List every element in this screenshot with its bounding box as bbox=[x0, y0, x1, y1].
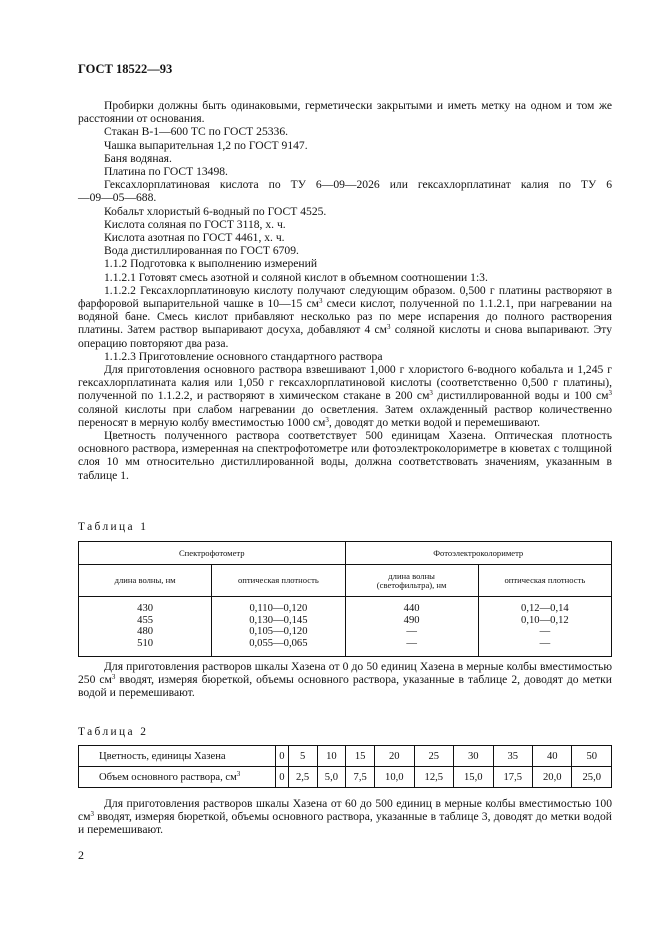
item-hexachloroplatinic-acid: Гексахлорплатиновая кислота по ТУ 6—09—2026 или гексахлорплатинат калия по ТУ 6—09—05—688. bbox=[78, 178, 612, 205]
table-2-cell: 15,0 bbox=[454, 767, 493, 788]
table-2-cell: 5 bbox=[288, 746, 317, 767]
table-1-caption: Таблица 1 bbox=[78, 521, 149, 533]
paragraph-test-tubes: Пробирки должны быть одинаковыми, герметически закрытыми и иметь метку на одном и том же расстоянии от основания. bbox=[78, 99, 612, 126]
table-1-col-optical-density: оптическая плотность bbox=[212, 565, 345, 597]
item-nitric-acid: Кислота азотная по ГОСТ 4461, х. ч. bbox=[104, 231, 285, 245]
document-header: ГОСТ 18522—93 bbox=[78, 62, 173, 76]
main-text bbox=[78, 99, 612, 482]
table-1-cell: 440 490 — — bbox=[345, 597, 478, 657]
superscript: 3 bbox=[111, 673, 116, 682]
text-run: , доводят до метки водой и перемешивают. bbox=[328, 415, 541, 429]
item-beaker: Стакан В-1—600 ТС по ГОСТ 25336. bbox=[104, 125, 289, 139]
table-2-cell: 0 bbox=[276, 767, 289, 788]
table-2-cell: 15 bbox=[346, 746, 375, 767]
table-2-row-label: Цветность, единицы Хазена bbox=[79, 746, 276, 767]
text-run: Для приготовления растворов шкалы Хазена от 0 до 50 единиц Хазена в мерные колбы вместимостью 250 см bbox=[78, 660, 612, 687]
paragraph-color: Цветность полученного раствора соответствует 500 единицам Хазена. Оптическая плотность основного раствора, измеренная на спектрофотометре или фотоэлектроколориметре в кюветах с толщиной слоя 10 мм относительно дистиллированной воды, должна соответствовать значениям, указанным в таблице 1. bbox=[78, 429, 612, 482]
heading-1-1-2: 1.1.2 Подготовка к выполнению измерений bbox=[104, 257, 318, 271]
table-2-row-hazen bbox=[79, 746, 612, 767]
item-platinum: Платина по ГОСТ 13498. bbox=[104, 165, 228, 179]
table-1-col-wavelength: длина волны, нм bbox=[79, 565, 212, 597]
item-evaporating-dish: Чашка выпарительная 1,2 по ГОСТ 9147. bbox=[104, 138, 308, 152]
table-2-cell: 7,5 bbox=[346, 767, 375, 788]
table-1-col-optical-density-2: оптическая плотность bbox=[478, 565, 611, 597]
text-run: соляной кислоты и снова выпаривают. Эту операцию повторяют два раза. bbox=[78, 323, 612, 350]
row-label-text: Объем основного раствора, см bbox=[99, 771, 237, 783]
superscript: 3 bbox=[236, 769, 241, 778]
item-water-bath: Баня водяная. bbox=[104, 151, 172, 165]
table-2-cell: 12,5 bbox=[414, 767, 453, 788]
paragraph-hazen-60-500 bbox=[78, 797, 612, 837]
table-2-cell: 2,5 bbox=[288, 767, 317, 788]
table-2-cell: 10 bbox=[317, 746, 346, 767]
table-2-caption: Таблица 2 bbox=[78, 726, 149, 738]
text-run: вводят, измеряя бюреткой, объемы основного раствора, указанные в таблице 3, доводят до метки водой и перемешивают. bbox=[78, 810, 612, 837]
text-run: Для приготовления основного раствора взвешивают 1,000 г хлористого 6-водного кобальта и 1,245 г гексахлорплатината калия или 1,050 г гексахлорплатиновой кислоты (соответственно 0,500 г платины), полученной по 1.1.2.2, и растворяют в химическом стакане в 200 см bbox=[78, 363, 612, 403]
table-2-row-label bbox=[79, 767, 276, 788]
superscript: 3 bbox=[90, 810, 94, 819]
table-2-row-volume bbox=[79, 767, 612, 788]
heading-1-1-2-3: 1.1.2.3 Приготовление основного стандартного раствора bbox=[104, 349, 383, 363]
page-number: 2 bbox=[78, 848, 84, 862]
text-run: Для приготовления растворов шкалы Хазена от 60 до 500 единиц в мерные колбы вместимостью 100 см bbox=[78, 797, 612, 824]
paragraph-preparation bbox=[78, 363, 612, 429]
table-1-col-filter-wavelength: длина волны (светофильтра), нм bbox=[345, 565, 478, 597]
table-1-cell: 430 455 480 510 bbox=[79, 597, 212, 657]
table-2-cell: 5,0 bbox=[317, 767, 346, 788]
table-2-cell: 20 bbox=[375, 746, 414, 767]
text-run: дистиллированной воды и 100 см bbox=[432, 389, 609, 403]
table-2-cell: 50 bbox=[572, 746, 612, 767]
text-run: 1.1.2.2 Гексахлорплатиновую кислоту получают следующим образом. 0,500 г платины растворяют в фарфоровой выпарительной чашке в 10—15 см bbox=[78, 283, 612, 311]
item-hydrochloric-acid: Кислота соляная по ГОСТ 3118, х. ч. bbox=[104, 217, 286, 231]
superscript: 3 bbox=[325, 415, 329, 424]
superscript: 3 bbox=[429, 389, 433, 398]
table-2-cell: 35 bbox=[493, 746, 532, 767]
text-run: смеси кислот, полученной по 1.1.2.1, при нагревании на водяной бане. Смесь кислот прибавляют несколько раз по мере испарения до полного растворения платины. Затем раствор выпаривают досуха, добавляют 4 см bbox=[78, 297, 612, 337]
paragraph-1-1-2-1: 1.1.2.1 Готовят смесь азотной и соляной кислот в объемном соотношении 1:3. bbox=[104, 270, 488, 284]
text-run: соляной кислоты при слабом нагревании до осветления. Затем охлажденный раствор количественно переносят в мерную колбу вместимостью 1000 см bbox=[78, 402, 612, 429]
item-cobalt-chloride: Кобальт хлористый 6-водный по ГОСТ 4525. bbox=[104, 204, 327, 218]
table-2-cell: 10,0 bbox=[375, 767, 414, 788]
paragraph-1-1-2-2 bbox=[78, 284, 612, 350]
table-1-group-photocolorimeter: Фотоэлектроколориметр bbox=[345, 542, 612, 565]
table-1-cell: 0,12—0,14 0,10—0,12 — — bbox=[478, 597, 611, 657]
table-1-group-spectrophotometer: Спектрофотометр bbox=[79, 542, 346, 565]
superscript: 3 bbox=[608, 389, 612, 398]
table-2-cell: 20,0 bbox=[533, 767, 572, 788]
text-run: вводят, измеряя бюреткой, объемы основного раствора, указанные в таблице 2, доводят до метки водой и перемешивают. bbox=[78, 673, 612, 700]
table-1 bbox=[78, 541, 612, 657]
table-1-cell: 0,110—0,120 0,130—0,145 0,105—0,120 0,055—0,065 bbox=[212, 597, 345, 657]
table-2-cell: 17,5 bbox=[493, 767, 532, 788]
item-distilled-water: Вода дистиллированная по ГОСТ 6709. bbox=[104, 244, 299, 258]
table-2 bbox=[78, 745, 612, 788]
table-2-cell: 25 bbox=[414, 746, 453, 767]
table-2-cell: 0 bbox=[276, 746, 289, 767]
table-2-cell: 40 bbox=[533, 746, 572, 767]
superscript: 3 bbox=[386, 323, 391, 332]
paragraph-hazen-0-50 bbox=[78, 660, 612, 700]
table-2-cell: 30 bbox=[454, 746, 493, 767]
superscript: 3 bbox=[318, 297, 323, 306]
table-2-cell: 25,0 bbox=[572, 767, 612, 788]
